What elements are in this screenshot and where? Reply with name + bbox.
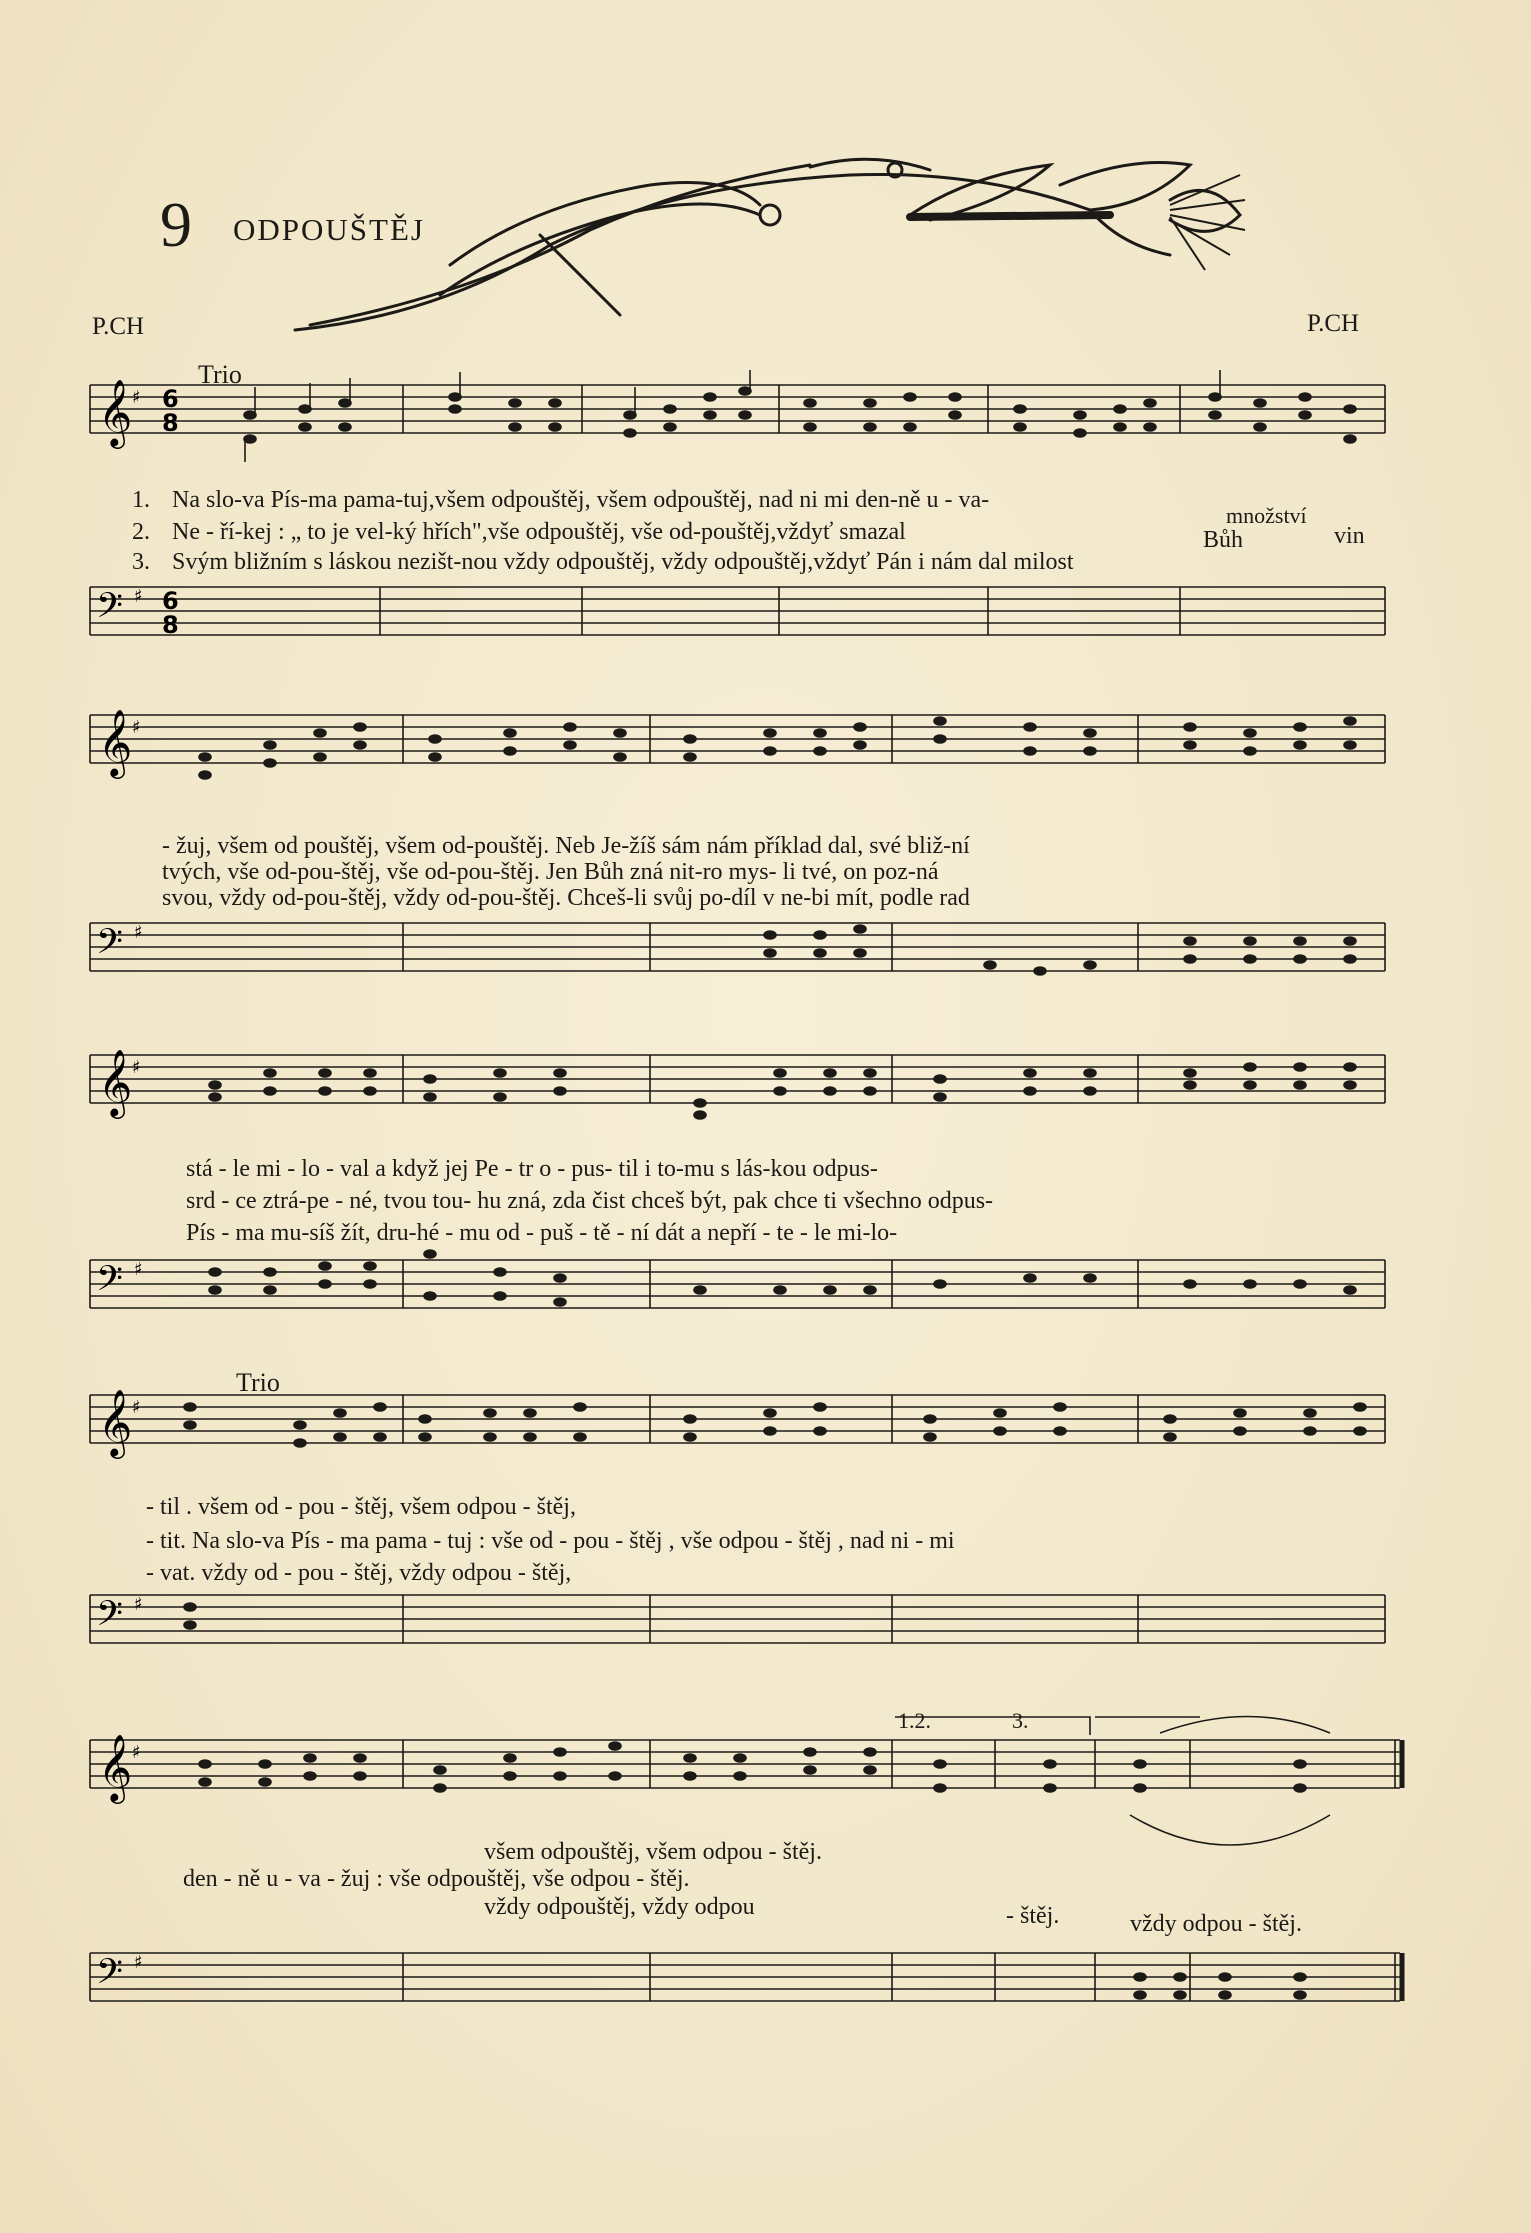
ending-1-2-label: 1.2. [898,1708,931,1733]
lyric-line-2-1: - žuj, všem od pouštěj, všem od-pouštěj. Neb Je-žíš sám nám příklad dal, své bliž-ní [162,833,970,859]
svg-text:♯: ♯ [134,1952,143,1973]
lyric-line-4-1: - til . všem od - pou - štěj, všem odpou - štěj, [146,1494,576,1520]
svg-text:𝄞: 𝄞 [98,1048,133,1116]
bass-staff-5 [90,1948,1415,2048]
svg-text:𝄢: 𝄢 [96,585,124,634]
treble-staff-2 [90,700,1390,810]
treble-staff-1 [90,370,1390,480]
trio-label: Trio [236,1368,280,1397]
lyric-verse-3: 3. Svým bližním s láskou nezišt-nou vždy odpouštěj, vždy odpouštěj,vždyť Pán i nám dal milost [132,549,1074,575]
svg-text:♯: ♯ [134,586,143,607]
lyric-line-3-3: Pís - ma mu-síš žít, dru-hé - mu od - puš - tě - ní dát a nepří - te - le mi-lo- [186,1220,898,1246]
lyric-line-5-2: den - ně u - va - žuj : vše odpouštěj, vše odpou - štěj. [183,1866,690,1892]
svg-text:6: 6 [162,587,179,615]
bass-staff-4 [90,1580,1390,1660]
svg-text:8: 8 [162,409,179,437]
lyric-line-5-1: všem odpouštěj, všem odpou - štěj. [484,1839,822,1865]
svg-text:𝄞: 𝄞 [98,1733,133,1801]
svg-text:𝄢: 𝄢 [96,1258,124,1307]
lyric-verse-2-vin: vin [1334,523,1365,549]
lyric-verse-2-mnozstvi: množství [1226,503,1307,528]
svg-text:𝄞: 𝄞 [98,1388,133,1456]
lyric-line-5-3-final: vždy odpou - štěj. [1130,1911,1302,1937]
svg-text:♯: ♯ [132,717,141,738]
lyric-verse-2-buh: Bůh [1203,527,1244,553]
author-left: P.CH [92,313,145,340]
bass-staff-3 [90,1245,1390,1345]
svg-text:𝄢: 𝄢 [96,1951,124,2000]
song-number: 9 [160,189,192,260]
lyric-line-3-2: srd - ce ztrá-pe - né, tvou tou- hu zná, zda čist chceš být, pak chce ti všechno odpus- [186,1188,994,1214]
svg-text:6: 6 [162,385,179,413]
treble-staff-3 [90,1040,1390,1150]
lyric-line-2-2: tvých, vše od-pou-štěj, vše od-pou-štěj. Jen Bůh zná nit-ro mys- li tvé, on poz-ná [162,859,939,885]
svg-text:♯: ♯ [132,387,141,408]
lyric-verse-1: 1. Na slo-va Pís-ma pama-tuj,všem odpouštěj, všem odpouštěj, nad ni mi den-ně u - va- [132,487,990,513]
svg-text:♯: ♯ [132,1742,141,1763]
lyric-line-3-1: stá - le mi - lo - val a když jej Pe - tr o - pus- til i to-mu s lás-kou odpus- [186,1156,878,1182]
flower-illustration [290,145,1250,335]
svg-text:𝄞: 𝄞 [98,378,133,446]
svg-text:♯: ♯ [132,1057,141,1078]
svg-text:8: 8 [162,611,179,639]
treble-staff-5 [90,1705,1415,1835]
lyric-line-2-3: svou, vždy od-pou-štěj, vždy od-pou-štěj. Chceš-li svůj po-díl v ne-bi mít, podle rad [162,885,970,911]
lyric-line-5-3: vždy odpouštěj, vždy odpou [484,1894,755,1920]
svg-text:𝄞: 𝄞 [98,708,133,776]
svg-text:♯: ♯ [134,1594,143,1615]
lyric-verse-2: 2. Ne - ří-kej : „ to je vel-ký hřích",vše odpouštěj, vše od-pouštěj,vždyť smazal [132,519,906,545]
svg-text:𝄢: 𝄢 [96,1593,124,1642]
svg-text:𝄢: 𝄢 [96,921,124,970]
ending-3-label: 3. [1012,1708,1029,1733]
bass-staff-2 [90,908,1390,998]
treble-staff-4 [90,1380,1390,1490]
svg-text:♯: ♯ [134,1259,143,1280]
trio-label: Trio [198,360,242,389]
lyric-line-5-3-end: - štěj. [1006,1903,1060,1929]
author-right: P.CH [1307,310,1360,337]
lyric-line-4-3: - vat. vždy od - pou - štěj, vždy odpou - štěj, [146,1560,572,1586]
svg-text:♯: ♯ [134,922,143,943]
lyric-line-4-2: - tit. Na slo-va Pís - ma pama - tuj : vše od - pou - štěj , vše odpou - štěj , nad ni - mi [146,1528,955,1554]
svg-text:♯: ♯ [132,1397,141,1418]
song-title: ODPOUŠTĚJ [233,212,425,247]
bass-staff-1 [90,572,1390,652]
